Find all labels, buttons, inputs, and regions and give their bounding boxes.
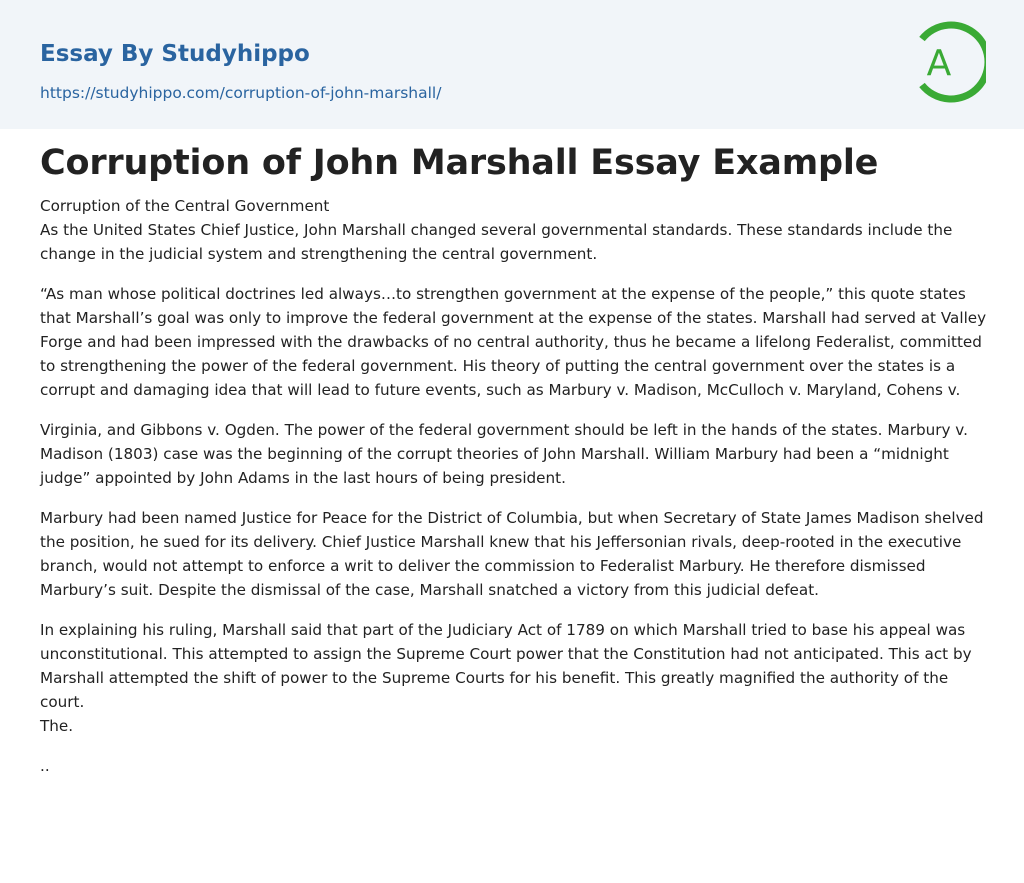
paragraph-text: As the United States Chief Justice, John Marshall changed several governmental standards. These standards include the change in the judicial system and strengthening the central government. (40, 221, 953, 263)
logo-letter: A (926, 43, 952, 84)
article-subtitle: Corruption of the Central Government (40, 197, 330, 215)
article-paragraph-5 (40, 618, 990, 738)
paragraph-text: In explaining his ruling, Marshall said that part of the Judiciary Act of 1789 on which Marshall tried to base his appeal was unconstitutional. This attempted to assign the Supreme Court power that the Constitution had not anticipated. This act by Marshall attempted the shift of power to the Supreme Courts for his benefit. This greatly magnified the authority of the court. (40, 621, 972, 711)
site-brand[interactable]: Essay By Studyhippo (40, 41, 310, 67)
article-title: Corruption of John Marshall Essay Example (40, 143, 879, 183)
article-paragraph-3: Virginia, and Gibbons v. Ogden. The power of the federal government should be left in the hands of the states. Marbury v. Madison (1803) case was the beginning of the corrupt theories of John Marshall. William Marbury had been a “midnight judge” appointed by John Adams in the last hours of being president. (40, 421, 968, 487)
article-paragraph-2: “As man whose political doctrines led always…to strengthen government at the expense of the people,” this quote states that Marshall’s goal was only to improve the federal government at the expense of the states. Marshall had served at Valley Forge and had been impressed with the drawbacks of no central authority, thus he became a lifelong Federalist, committed to strengthening the power of the federal government. His theory of putting the central government over the states is a corrupt and damaging idea that will lead to future events, such as Marbury v. Madison, McCulloch v. Maryland, Cohens v. (40, 285, 987, 399)
ellipsis-line: .. (40, 757, 50, 775)
page-url-link[interactable]: https://studyhippo.com/corruption-of-john-marshall/ (40, 84, 442, 102)
article-paragraph-1 (40, 194, 990, 266)
studyhippo-logo-icon[interactable] (912, 19, 986, 105)
trailing-line: The. (40, 717, 74, 735)
site-header (0, 0, 1024, 129)
article-body (40, 194, 990, 794)
article-paragraph-4: Marbury had been named Justice for Peace for the District of Columbia, but when Secretary of State James Madison shelved the position, he sued for its delivery. Chief Justice Marshall knew that his Jeffersonian rivals, deep-rooted in the executive branch, would not attempt to enforce a writ to deliver the commission to Federalist Marbury. He therefore dismissed Marbury’s suit. Despite the dismissal of the case, Marshall snatched a victory from this judicial defeat. (40, 509, 984, 599)
